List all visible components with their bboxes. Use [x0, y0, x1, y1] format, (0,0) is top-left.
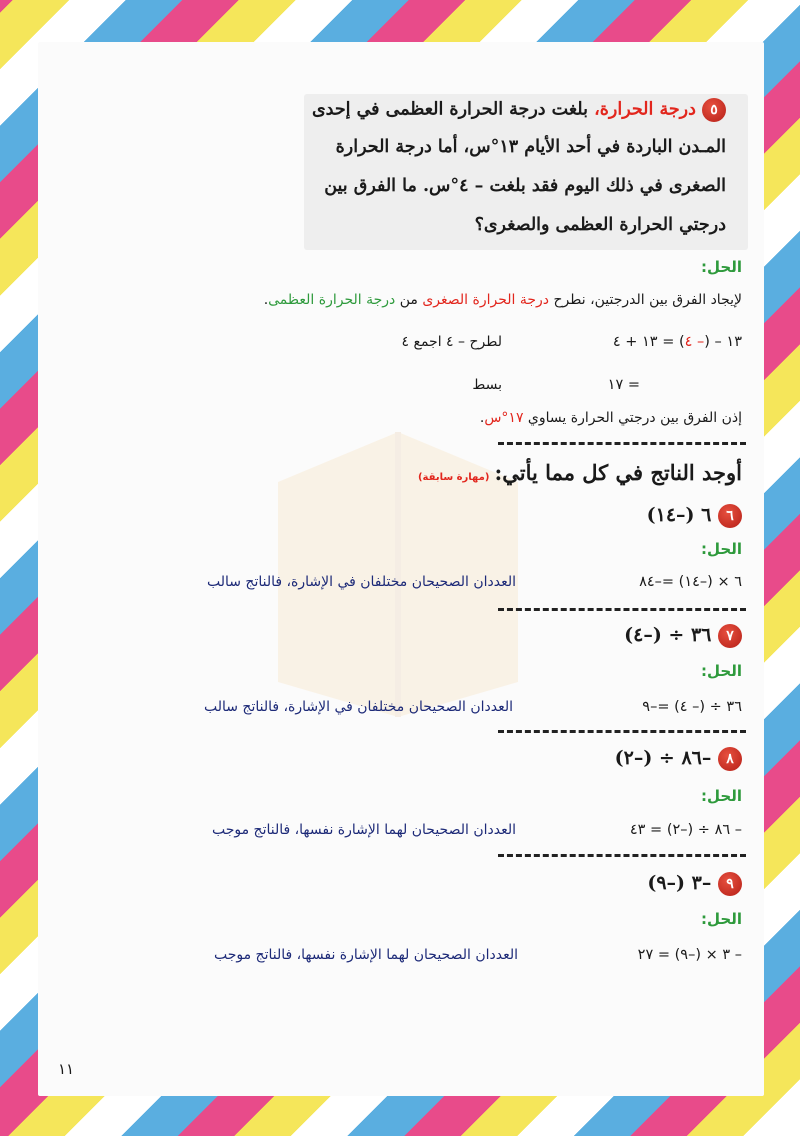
problem-8-explanation: العددان الصحيحان لهما الإشارة نفسها، فالناتج موجب [211, 822, 516, 838]
max-temp-term: درجة الحرارة العظمى [268, 292, 396, 308]
problem-9-expression: –٣ (–٩) [647, 872, 712, 894]
conclusion-text: إذن الفرق بين درجتي الحرارة يساوي [527, 410, 742, 426]
problem-9-equation: – ٣ × (–٩) = ٢٧ [637, 947, 742, 963]
dashed-divider [498, 854, 746, 857]
min-temp-term: درجة الحرارة الصغرى [422, 292, 550, 308]
problem-9-solution-label: الحل: [701, 910, 742, 928]
question-5-box [304, 94, 748, 250]
question-number-badge: ٥ [702, 98, 726, 122]
problem-8-badge: ٨ [718, 747, 742, 771]
intro-period: . [263, 292, 269, 308]
problem-6-equation: ٦ × (–١٤) =–٨٤ [639, 574, 742, 590]
page-sheet [38, 42, 764, 1096]
problem-8 [615, 747, 742, 771]
problem-6-expression: ٦ (–١٤) [646, 504, 712, 526]
conclusion-period: . [479, 410, 485, 426]
section-heading [418, 460, 742, 485]
problem-6-explanation: العددان الصحيحان مختلفان في الإشارة، فالناتج سالب [206, 574, 516, 590]
eq1-part-a: ١٣ – ( [704, 334, 742, 350]
problem-9-explanation: العددان الصحيحان لهما الإشارة نفسها، فالناتج موجب [213, 947, 518, 963]
solution-5-conclusion [480, 410, 742, 426]
from-word: من [399, 292, 418, 308]
solution-5-note-2: بسط [472, 377, 502, 393]
problem-9-badge: ٩ [718, 872, 742, 896]
dashed-divider [498, 608, 746, 611]
solution-5-equation-2: = ١٧ [607, 377, 640, 393]
question-5-line-3: الصغرى في ذلك اليوم فقد بلغت – ٤°س. ما الفرق بين [324, 176, 726, 196]
question-5-title: درجة الحرارة، [594, 99, 696, 120]
question-5-line-1 [312, 98, 726, 122]
eq1-negative-four: – ٤ [684, 334, 705, 350]
problem-7-expression: ٣٦ ÷ (–٤) [624, 624, 712, 646]
dashed-divider [498, 442, 746, 445]
problem-6-badge: ٦ [718, 504, 742, 528]
page-number: ١١ [58, 1060, 75, 1078]
question-5-line-4: درجتي الحرارة العظمى والصغرى؟ [474, 215, 726, 235]
problem-6-solution-label: الحل: [701, 540, 742, 558]
solution-5-equation-1 [613, 334, 742, 350]
problem-9 [647, 872, 742, 896]
dashed-divider [498, 730, 746, 733]
solution-5-intro [264, 292, 742, 308]
problem-7-badge: ٧ [718, 624, 742, 648]
problem-7 [624, 624, 742, 648]
problem-8-equation: – ٨٦ ÷ (–٢) = ٤٣ [629, 822, 742, 838]
problem-7-solution-label: الحل: [701, 662, 742, 680]
question-5-line-2: المـدن الباردة في أحد الأيام ١٣°س، أما درجة الحرارة [335, 137, 726, 157]
problem-8-solution-label: الحل: [701, 787, 742, 805]
question-5-text-1: بلغت درجة الحرارة العظمى في إحدى [311, 99, 588, 120]
skill-tag: (مهارة سابقة) [417, 472, 490, 483]
solution-5-note-1: لطرح – ٤ اجمع ٤ [401, 334, 502, 350]
eq1-part-b: ) = ١٣ + ٤ [612, 334, 685, 350]
conclusion-value: ١٧°س [484, 410, 524, 426]
problem-7-equation: ٣٦ ÷ (– ٤) =–٩ [642, 699, 742, 715]
section-title: أوجد الناتج في كل مما يأتي: [494, 460, 742, 485]
intro-text: لإيجاد الفرق بين الدرجتين، نطرح [553, 292, 742, 308]
problem-7-explanation: العددان الصحيحان مختلفان في الإشارة، فالناتج سالب [203, 699, 513, 715]
solution-label: الحل: [701, 258, 742, 276]
problem-6 [647, 504, 742, 528]
problem-8-expression: –٨٦ ÷ (–٢) [614, 747, 712, 769]
